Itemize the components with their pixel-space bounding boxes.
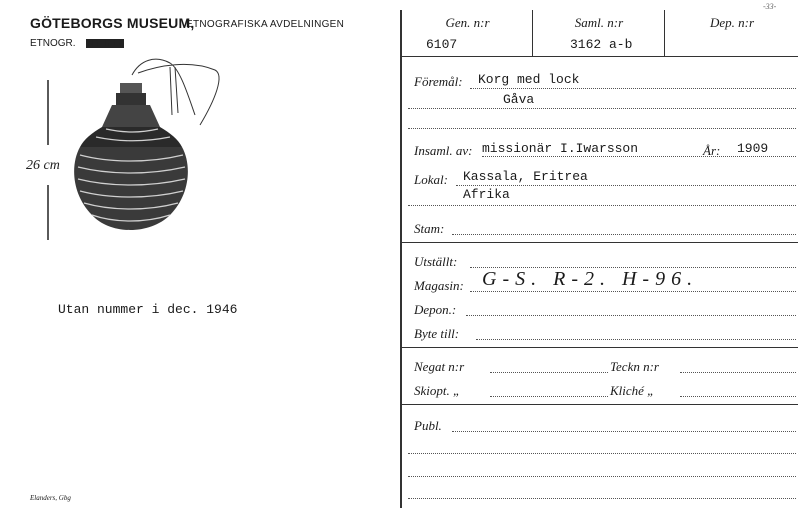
insaml-label: Insaml. av: bbox=[414, 143, 473, 158]
gen-nr-value: 6107 bbox=[426, 37, 458, 52]
etnogr-label bbox=[30, 38, 124, 49]
publ-line-2 bbox=[408, 453, 796, 454]
stam-line bbox=[452, 234, 796, 235]
ar-label: År: bbox=[703, 143, 721, 158]
section-divider-1 bbox=[402, 242, 798, 243]
depon-line bbox=[466, 315, 796, 316]
skiopt-line bbox=[490, 396, 608, 397]
basket-body bbox=[74, 147, 188, 230]
publ-line-1 bbox=[452, 431, 796, 432]
saml-nr-label: Saml. n:r bbox=[574, 15, 624, 30]
foremal-label: Föremål: bbox=[414, 74, 463, 89]
lokal-line bbox=[456, 185, 796, 186]
basket-drawing bbox=[20, 55, 260, 245]
section-divider-3 bbox=[402, 404, 798, 405]
kliche-label: Kliché „ bbox=[610, 383, 655, 398]
lokal-label: Lokal: bbox=[414, 172, 448, 187]
header-divider-1 bbox=[532, 10, 533, 56]
negat-label: Negat n:r bbox=[414, 359, 465, 374]
depon-label: Depon.: bbox=[414, 302, 457, 317]
section-divider-2 bbox=[402, 347, 798, 348]
note-text: Utan nummer i dec. 1946 bbox=[58, 302, 238, 317]
header-bottom-line bbox=[402, 56, 798, 57]
foremal-line-3 bbox=[408, 128, 796, 129]
dep-nr-label: Dep. n:r bbox=[709, 15, 755, 30]
lokal-value: Kassala, Eritrea bbox=[463, 169, 588, 184]
etnogr-text: ETNOGR. bbox=[30, 38, 76, 49]
saml-nr-value: 3162 a-b bbox=[570, 37, 633, 52]
teckn-label: Teckn n:r bbox=[610, 359, 659, 374]
lokal-value-2: Afrika bbox=[463, 187, 510, 202]
foremal-line bbox=[470, 88, 796, 89]
magasin-line bbox=[470, 291, 796, 292]
teckn-line bbox=[680, 372, 796, 373]
struck-text: NRERRR bbox=[87, 39, 122, 48]
lid-knob bbox=[116, 93, 146, 105]
kliche-line bbox=[680, 396, 796, 397]
insaml-value: missionär I.Iwarsson bbox=[482, 141, 639, 156]
lokal-line-2 bbox=[408, 205, 796, 206]
tassel bbox=[170, 67, 178, 115]
publ-label: Publ. bbox=[414, 418, 442, 433]
museum-name: GÖTEBORGS MUSEUM, bbox=[30, 15, 195, 31]
publ-line-3 bbox=[408, 476, 796, 477]
insaml-line bbox=[482, 156, 796, 157]
ar-value: 1909 bbox=[737, 141, 769, 156]
lid-neck bbox=[102, 105, 160, 127]
card-left-border bbox=[400, 10, 402, 508]
magasin-value: G-S. R-2. H-96. bbox=[482, 268, 699, 290]
publ-line-4 bbox=[408, 498, 796, 499]
department-name: ETNOGRAFISKA AVDELNINGEN bbox=[186, 19, 345, 30]
byte-line bbox=[476, 339, 796, 340]
byte-label: Byte till: bbox=[414, 326, 460, 341]
foremal-value: Korg med lock bbox=[478, 72, 580, 87]
skiopt-label: Skiopt. „ bbox=[414, 383, 461, 398]
lid-dome bbox=[80, 127, 182, 147]
lid-top bbox=[120, 83, 142, 93]
header-divider-2 bbox=[664, 10, 665, 56]
gen-nr-label: Gen. n:r bbox=[445, 15, 490, 30]
corner-mark: -33- bbox=[763, 2, 777, 11]
printer-mark: Elanders, Gbg bbox=[30, 494, 71, 502]
utstallt-label: Utställt: bbox=[414, 254, 458, 269]
foremal-value-2: Gåva bbox=[503, 92, 535, 107]
stam-label: Stam: bbox=[414, 221, 445, 236]
negat-line bbox=[490, 372, 608, 373]
magasin-label: Magasin: bbox=[414, 278, 464, 293]
foremal-line-2 bbox=[408, 108, 796, 109]
height-label: 26 cm bbox=[26, 158, 60, 173]
